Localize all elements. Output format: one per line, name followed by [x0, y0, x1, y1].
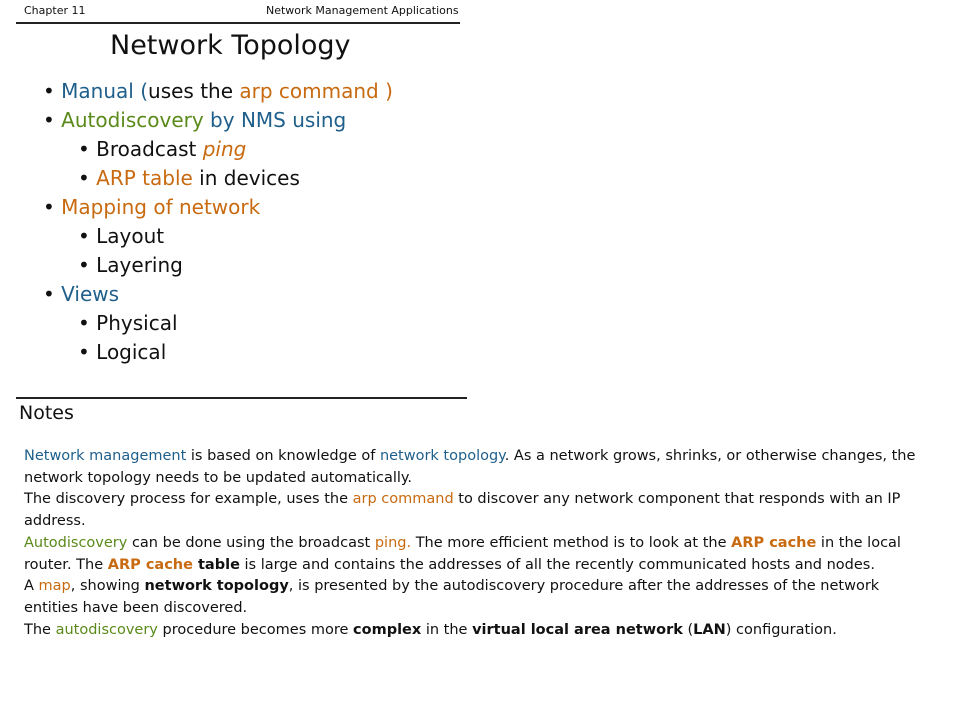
bullet-physical: [30, 309, 393, 338]
bullet-text: Broadcast: [96, 137, 203, 161]
bullet-text: Autodiscovery: [61, 108, 204, 132]
notes-title: Notes: [19, 402, 74, 424]
notes-text: autodiscovery: [55, 621, 158, 638]
notes-text: The discovery process for example, uses the: [24, 491, 353, 508]
notes-text: map: [38, 578, 71, 595]
notes-text: , showing: [70, 578, 145, 595]
notes-text: can be done using the broadcast: [127, 534, 375, 551]
bullet-text: Mapping of network: [61, 195, 261, 219]
bullet-text: Layering: [96, 253, 183, 277]
notes-body: [24, 446, 934, 641]
notes-text: procedure becomes more: [157, 621, 354, 638]
bullet-marker: •: [78, 137, 90, 161]
bullet-text: Physical: [96, 311, 178, 335]
bullet-text: Manual: [61, 79, 134, 103]
bullet-text: Layout: [96, 224, 165, 248]
bullet-text: uses the: [148, 79, 240, 103]
slide-title: Network Topology: [110, 30, 351, 61]
header-chapter: Chapter 11: [24, 4, 86, 17]
notes-text: in the: [421, 621, 473, 638]
bullet-list: [30, 77, 393, 367]
notes-text: Autodiscovery: [24, 534, 128, 551]
notes-divider: [16, 397, 467, 399]
bullet-broadcast-ping: [30, 135, 393, 164]
notes-text: Network management: [24, 448, 187, 464]
notes-text: in the local router. The: [24, 534, 901, 573]
bullet-logical: [30, 338, 393, 367]
notes-paragraph: [24, 620, 934, 642]
notes-text: is large and contains the addresses of all the recently communicated hosts and nodes.: [239, 556, 875, 573]
bullet-mapping: [30, 193, 393, 222]
notes-text: network topology: [379, 448, 505, 464]
bullet-text: NMS: [240, 108, 286, 132]
notes-text: table: [192, 556, 240, 573]
notes-text: , is presented by the autodiscovery procedure after the addresses of the network entities have been discovered.: [24, 578, 880, 616]
bullet-marker: •: [43, 79, 55, 103]
notes-text: virtual local area network: [472, 621, 683, 638]
notes-text: The: [24, 621, 56, 638]
notes-text: complex: [353, 621, 422, 638]
notes-text: ping.: [374, 534, 412, 551]
bullet-marker: •: [43, 195, 55, 219]
header-rule: [16, 22, 460, 24]
bullet-text: in devices: [192, 166, 300, 190]
bullet-text: Views: [61, 282, 120, 306]
notes-text: arp command: [352, 491, 454, 508]
notes-paragraph: [24, 533, 934, 576]
notes-text: . As a network grows, shrinks, or otherwise changes, the network topology needs to be updated automatically.: [24, 448, 916, 486]
bullet-text: (: [133, 79, 149, 103]
bullet-text: arp command: [239, 79, 379, 103]
bullet-text: ping: [202, 137, 247, 161]
notes-text: to discover any network component that responds with an IP address.: [24, 491, 901, 530]
bullet-marker: •: [78, 166, 90, 190]
bullet-arp-table: [30, 164, 393, 193]
notes-paragraph: [24, 489, 934, 532]
bullet-autodiscovery: [30, 106, 393, 135]
bullet-marker: •: [78, 224, 90, 248]
notes-text: ARP cache: [107, 556, 193, 573]
notes-text: is based on knowledge of: [186, 448, 380, 464]
bullet-text: ): [378, 79, 393, 103]
notes-text: ARP cache: [731, 534, 817, 551]
bullet-text: ARP table: [96, 166, 193, 190]
notes-text: network topology: [144, 578, 289, 595]
bullet-text: Logical: [96, 340, 167, 364]
bullet-views: [30, 280, 393, 309]
bullet-text: using: [285, 108, 347, 132]
header-running-title: Network Management Applications: [266, 4, 459, 17]
notes-text: LAN: [693, 621, 726, 638]
bullet-layout: [30, 222, 393, 251]
notes-paragraph: [24, 576, 934, 619]
notes-text: A: [24, 578, 39, 595]
bullet-marker: •: [78, 340, 90, 364]
bullet-manual: [30, 77, 393, 106]
bullet-marker: •: [43, 108, 55, 132]
bullet-text: by: [203, 108, 241, 132]
bullet-marker: •: [78, 311, 90, 335]
bullet-marker: •: [43, 282, 55, 306]
bullet-layering: [30, 251, 393, 280]
bullet-marker: •: [78, 253, 90, 277]
notes-paragraph: [24, 446, 934, 489]
notes-text: (: [682, 621, 694, 638]
notes-text: The more efficient method is to look at the: [411, 534, 732, 551]
notes-text: ) configuration.: [725, 621, 837, 638]
